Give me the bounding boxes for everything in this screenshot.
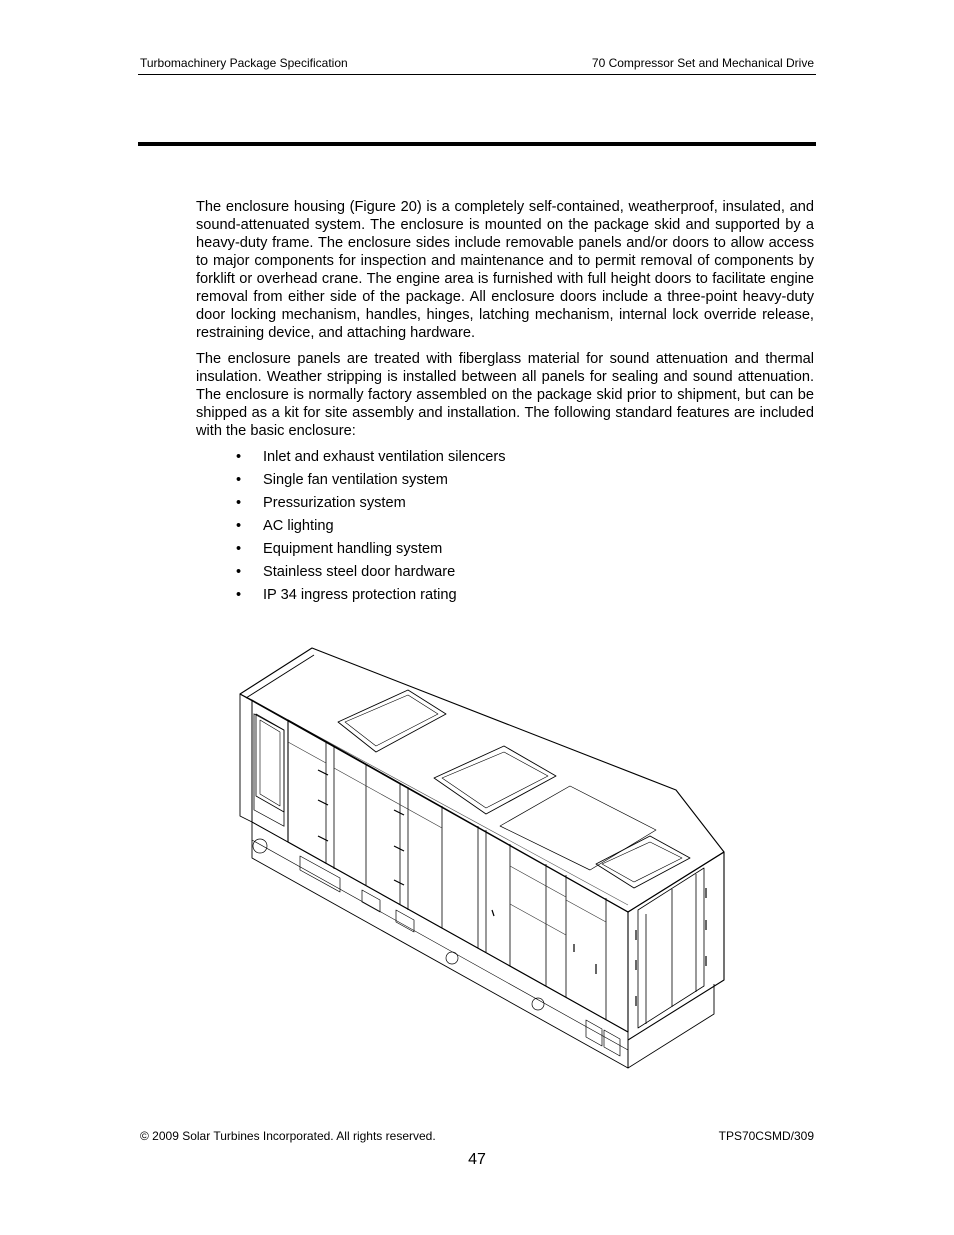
list-item-text: Inlet and exhaust ventilation silencers <box>263 449 506 465</box>
list-item <box>196 448 814 471</box>
list-item <box>196 494 814 517</box>
enclosure-illustration <box>236 646 726 1070</box>
header-rule <box>138 74 816 75</box>
bullet-icon: • <box>236 472 242 488</box>
paragraph-2: The enclosure panels are treated with fiberglass material for sound attenuation and thermal insulation. Weather stripping is installed between all panels for sealing and sound attenuation. The enclosure is normally factory assembled on the package skid prior to shipment, but can be shipped as a kit for site assembly and installation. The following standard features are included with the basic enclosure: <box>196 351 814 439</box>
paragraph-1: The enclosure housing (Figure 20) is a completely self-contained, weatherproof, insulated, and sound-attenuated system. The enclosure is mounted on the package skid and supported by a heavy-duty frame. The enclosure sides include removable panels and/or doors to allow access to major components for inspection and maintenance and to permit removal of components by forklift or overhead crane. The engine area is furnished with full height doors to facilitate engine removal from either side of the package. All enclosure doors include a three-point heavy-duty door locking mechanism, handles, hinges, latching mechanism, internal lock override release, restraining device, and attaching hardware. <box>196 199 814 341</box>
list-item-text: IP 34 ingress protection rating <box>263 587 457 603</box>
list-item <box>196 471 814 494</box>
header-right-text: 70 Compressor Set and Mechanical Drive <box>591 56 814 70</box>
list-item-text: Equipment handling system <box>263 541 443 557</box>
bullet-icon: • <box>236 449 242 465</box>
bullet-icon: • <box>236 495 242 511</box>
footer-left-text: © 2009 Solar Turbines Incorporated. All rights reserved. <box>140 1129 436 1143</box>
list-item-text: Single fan ventilation system <box>263 472 448 488</box>
page-number: 47 <box>468 1151 486 1168</box>
list-item <box>196 517 814 540</box>
list-item-text: Stainless steel door hardware <box>263 564 456 580</box>
list-item <box>196 563 814 586</box>
bullet-icon: • <box>236 564 242 580</box>
section-rule <box>138 142 816 146</box>
bullet-icon: • <box>236 541 242 557</box>
footer-right-text: TPS70CSMD/309 <box>718 1129 814 1143</box>
bullet-icon: • <box>236 587 242 603</box>
list-item <box>196 540 814 563</box>
list-item-text: AC lighting <box>263 518 334 534</box>
list-item <box>196 586 814 609</box>
body-text <box>196 198 814 609</box>
feature-list <box>196 448 814 609</box>
bullet-icon: • <box>236 518 242 534</box>
header-left-text: Turbomachinery Package Specification <box>140 56 348 70</box>
list-item-text: Pressurization system <box>263 495 406 511</box>
